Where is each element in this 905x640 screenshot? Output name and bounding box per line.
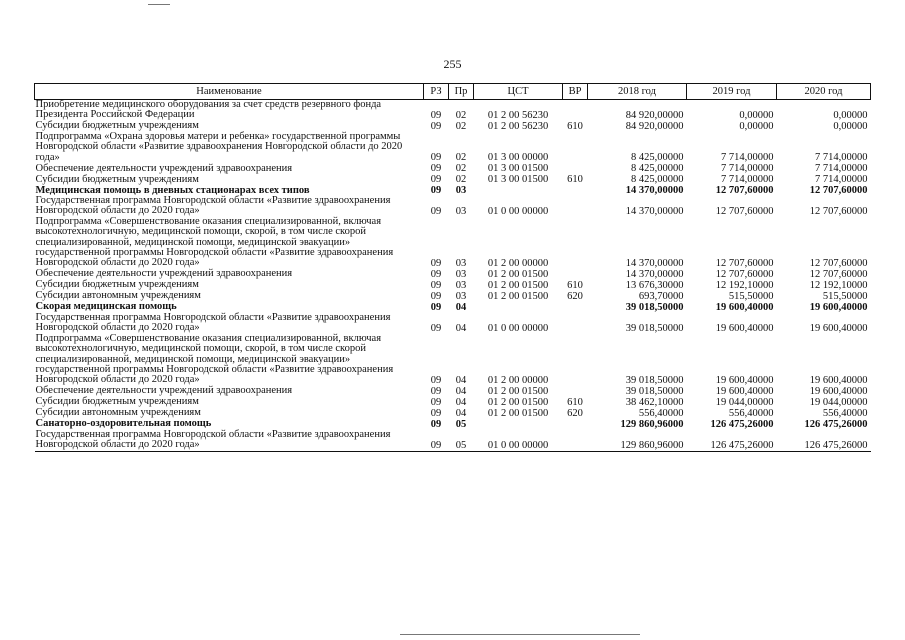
cell-2020: 12 192,10000 — [809, 279, 868, 291]
header-name: Наименование — [35, 84, 424, 100]
cell-vr: 610 — [567, 279, 583, 291]
cell-2018: 14 370,00000 — [625, 257, 684, 269]
cell-pr: 03 — [455, 290, 467, 302]
header-vr: ВР — [563, 84, 588, 100]
cell-cst: 01 3 00 01500 — [487, 163, 549, 175]
header-2020: 2020 год — [777, 84, 871, 100]
cell-rz: 09 — [430, 174, 442, 186]
cell-vr — [563, 196, 588, 217]
cell-2020: 7 714,00000 — [815, 152, 868, 164]
cell-vr — [563, 163, 588, 174]
cell-cst: 01 0 00 00000 — [474, 430, 563, 451]
cell-rz: 09 — [430, 374, 442, 386]
cell-2019: 12 707,60000 — [715, 185, 774, 197]
cell-rz: 09 — [430, 268, 442, 280]
table-row — [35, 313, 871, 334]
cell-name: Подпрограмма «Совершенствование оказания специализированной, включая высокотехнологичную, медицинской помощи, скорой, в том числе скорой специализированной, медицинской помощи, медицинской эвакуации» государственной программы Новгородской области «Развитие здравоохранения Новгородской области до 2020 года» — [35, 215, 394, 269]
cell-2020: 19 600,40000 — [809, 374, 868, 386]
cell-rz: 09 — [430, 396, 442, 408]
cell-2020: 7 714,00000 — [815, 163, 868, 175]
cell-2019: 12 192,10000 — [715, 279, 774, 291]
cell-2020: 126 475,26000 — [777, 430, 871, 451]
cell-2019: 0,00000 — [739, 120, 774, 132]
cell-2018: 556,40000 — [638, 407, 684, 419]
cell-cst: 01 2 00 01500 — [487, 396, 549, 408]
cell-cst — [474, 302, 563, 313]
cell-pr: 02 — [455, 109, 467, 121]
cell-2019: 556,40000 — [728, 407, 774, 419]
cell-2020: 19 600,40000 — [809, 301, 868, 313]
scan-artifact-line — [148, 4, 170, 5]
table-row — [35, 163, 871, 174]
scan-artifact-line — [400, 634, 640, 635]
table-row — [35, 397, 871, 408]
table-row — [35, 196, 871, 217]
cell-pr: 02 — [455, 120, 467, 132]
cell-rz: 09 — [430, 279, 442, 291]
cell-cst: 01 2 00 01500 — [487, 268, 549, 280]
page-number: 255 — [443, 57, 462, 71]
cell-pr: 02 — [455, 152, 467, 164]
cell-2019: 7 714,00000 — [721, 163, 774, 175]
cell-rz: 09 — [430, 407, 442, 419]
cell-2019: 7 714,00000 — [721, 174, 774, 186]
cell-2018: 39 018,50000 — [625, 301, 684, 313]
cell-pr: 04 — [455, 322, 467, 334]
cell-2019: 126 475,26000 — [710, 418, 774, 430]
cell-2020: 12 707,60000 — [809, 185, 868, 197]
cell-vr — [563, 100, 588, 121]
cell-vr — [563, 269, 588, 280]
table-row — [35, 100, 871, 121]
cell-2018: 39 018,50000 — [625, 374, 684, 386]
budget-table — [34, 83, 871, 452]
header-pr: Пр — [449, 84, 474, 100]
cell-2018: 8 425,00000 — [631, 163, 684, 175]
cell-2020: 12 707,60000 — [809, 205, 868, 217]
cell-cst: 01 2 00 01500 — [487, 407, 549, 419]
cell-name: Субсидии бюджетным учреждениям — [35, 120, 199, 132]
cell-pr: 05 — [455, 418, 467, 430]
cell-2020: 19 600,40000 — [809, 385, 868, 397]
cell-vr: 610 — [567, 396, 583, 408]
cell-pr: 02 — [455, 163, 467, 175]
cell-rz: 09 — [430, 290, 442, 302]
cell-cst: 01 2 00 56230 — [487, 109, 549, 121]
cell-pr: 03 — [455, 185, 467, 197]
cell-2018: 8 425,00000 — [631, 174, 684, 186]
header-rz: РЗ — [424, 84, 449, 100]
cell-vr — [563, 132, 588, 163]
cell-2019: 12 707,60000 — [715, 268, 774, 280]
cell-rz: 09 — [430, 385, 442, 397]
header-2018: 2018 год — [588, 84, 687, 100]
cell-rz: 09 — [430, 185, 442, 197]
cell-2020: 126 475,26000 — [804, 418, 868, 430]
cell-name: Субсидии бюджетным учреждениям — [35, 173, 199, 185]
cell-2018: 84 920,00000 — [625, 120, 684, 132]
cell-2020: 0,00000 — [833, 109, 868, 121]
cell-2019: 515,50000 — [728, 290, 774, 302]
cell-2018: 129 860,96000 — [588, 430, 687, 451]
cell-rz: 09 — [430, 109, 442, 121]
cell-cst: 01 0 00 00000 — [487, 322, 549, 334]
cell-vr: 620 — [567, 290, 583, 302]
cell-vr — [563, 430, 588, 451]
cell-name: Государственная программа Новгородской области «Развитие здравоохранения Новгородской области до 2020 года» — [35, 311, 391, 334]
table-row — [35, 291, 871, 302]
cell-pr: 03 — [455, 257, 467, 269]
cell-2018: 84 920,00000 — [625, 109, 684, 121]
cell-2018: 39 018,50000 — [625, 385, 684, 397]
cell-vr: 610 — [567, 120, 583, 132]
cell-vr: 610 — [567, 174, 583, 186]
cell-name: Медицинская помощь в дневных стационарах всех типов — [35, 184, 310, 196]
cell-cst: 01 3 00 00000 — [487, 152, 549, 164]
cell-name: Обеспечение деятельности учреждений здравоохранения — [35, 162, 293, 174]
cell-rz: 09 — [430, 163, 442, 175]
cell-2018: 129 860,96000 — [620, 418, 684, 430]
table-row — [35, 430, 871, 451]
cell-2019: 126 475,26000 — [687, 430, 777, 451]
cell-2020: 515,50000 — [822, 290, 868, 302]
cell-pr: 03 — [455, 205, 467, 217]
cell-2018: 13 676,30000 — [625, 279, 684, 291]
cell-name: Подпрограмма «Охрана здоровья матери и ребенка» государственной программы Новгородской области «Развитие здравоохранения Новгородской области до 2020 года» — [35, 130, 403, 163]
table-row — [35, 269, 871, 280]
cell-pr: 04 — [455, 385, 467, 397]
cell-2018: 14 370,00000 — [625, 185, 684, 197]
table-body — [35, 100, 871, 452]
cell-2019: 19 600,40000 — [715, 374, 774, 386]
cell-2020: 12 707,60000 — [809, 257, 868, 269]
cell-cst: 01 2 00 00000 — [487, 374, 549, 386]
cell-cst: 01 3 00 01500 — [487, 174, 549, 186]
cell-cst — [474, 185, 563, 196]
cell-rz: 09 — [430, 205, 442, 217]
table-row — [35, 280, 871, 291]
cell-cst: 01 0 00 00000 — [487, 205, 549, 217]
table-row — [35, 174, 871, 185]
cell-pr: 02 — [455, 174, 467, 186]
cell-vr — [563, 313, 588, 334]
cell-vr — [563, 386, 588, 397]
cell-pr: 03 — [455, 279, 467, 291]
table-row — [35, 386, 871, 397]
cell-2018: 14 370,00000 — [625, 268, 684, 280]
cell-2019: 12 707,60000 — [715, 205, 774, 217]
cell-name: Скорая медицинская помощь — [35, 301, 177, 313]
cell-pr: 04 — [455, 396, 467, 408]
cell-name: Обеспечение деятельности учреждений здравоохранения — [35, 268, 293, 280]
cell-cst: 01 2 00 56230 — [487, 120, 549, 132]
cell-vr — [563, 217, 588, 269]
header-cst: ЦСТ — [474, 84, 563, 100]
cell-name: Государственная программа Новгородской области «Развитие здравоохранения Новгородской области до 2020 года» — [35, 195, 391, 217]
cell-2020: 19 044,00000 — [809, 396, 868, 408]
cell-vr: 620 — [567, 407, 583, 419]
cell-name: Субсидии автономным учреждениям — [35, 290, 201, 302]
cell-2018: 39 018,50000 — [625, 322, 684, 334]
cell-cst: 01 2 00 01500 — [487, 385, 549, 397]
cell-vr — [563, 419, 588, 430]
table-row — [35, 132, 871, 163]
cell-name: Санаторно-оздоровительная помощь — [35, 418, 212, 430]
cell-rz: 09 — [424, 430, 449, 451]
cell-pr: 04 — [455, 407, 467, 419]
cell-rz: 09 — [430, 257, 442, 269]
cell-vr — [563, 185, 588, 196]
cell-2019: 0,00000 — [739, 109, 774, 121]
cell-2019: 19 600,40000 — [715, 385, 774, 397]
cell-pr: 04 — [455, 374, 467, 386]
cell-cst — [474, 419, 563, 430]
cell-2020: 19 600,40000 — [809, 322, 868, 334]
cell-2019: 19 600,40000 — [715, 301, 774, 313]
cell-cst: 01 2 00 01500 — [487, 290, 549, 302]
cell-pr: 05 — [449, 430, 474, 451]
table-header-row — [35, 84, 871, 100]
cell-2020: 7 714,00000 — [815, 174, 868, 186]
cell-name: Подпрограмма «Совершенствование оказания специализированной, включая высокотехнологичную, медицинской помощи, скорой, в том числе скорой специализированной, медицинской помощи, медицинской эвакуации» государственной программы Новгородской области «Развитие здравоохранения Новгородской области до 2020 года» — [35, 332, 394, 386]
cell-2020: 12 707,60000 — [809, 268, 868, 280]
cell-rz: 09 — [430, 301, 442, 313]
cell-2018: 38 462,10000 — [625, 396, 684, 408]
cell-vr — [563, 334, 588, 386]
cell-rz: 09 — [430, 152, 442, 164]
cell-rz: 09 — [430, 418, 442, 430]
cell-2018: 693,70000 — [638, 290, 684, 302]
cell-name: Субсидии бюджетным учреждениям — [35, 279, 199, 291]
cell-2018: 8 425,00000 — [631, 152, 684, 164]
table-row — [35, 334, 871, 386]
header-2019: 2019 год — [687, 84, 777, 100]
cell-2019: 19 600,40000 — [715, 322, 774, 334]
cell-cst: 01 2 00 00000 — [487, 257, 549, 269]
cell-2020: 556,40000 — [822, 407, 868, 419]
cell-2019: 12 707,60000 — [715, 257, 774, 269]
cell-vr — [563, 302, 588, 313]
cell-name: Субсидии автономным учреждениям — [35, 407, 201, 419]
cell-2019: 19 044,00000 — [715, 396, 774, 408]
cell-cst: 01 2 00 01500 — [487, 279, 549, 291]
cell-2018: 14 370,00000 — [625, 205, 684, 217]
cell-name: Субсидии бюджетным учреждениям — [35, 396, 199, 408]
cell-name: Приобретение медицинского оборудования за счет средств резервного фонда Президента Российской Федерации — [35, 99, 382, 121]
cell-name: Государственная программа Новгородской области «Развитие здравоохранения Новгородской области до 2020 года» — [35, 430, 424, 451]
table-row — [35, 408, 871, 419]
cell-rz: 09 — [430, 120, 442, 132]
cell-pr: 04 — [455, 301, 467, 313]
table-row — [35, 217, 871, 269]
cell-2019: 7 714,00000 — [721, 152, 774, 164]
cell-rz: 09 — [430, 322, 442, 334]
cell-2020: 0,00000 — [833, 120, 868, 132]
cell-name: Обеспечение деятельности учреждений здравоохранения — [35, 385, 293, 397]
cell-pr: 03 — [455, 268, 467, 280]
